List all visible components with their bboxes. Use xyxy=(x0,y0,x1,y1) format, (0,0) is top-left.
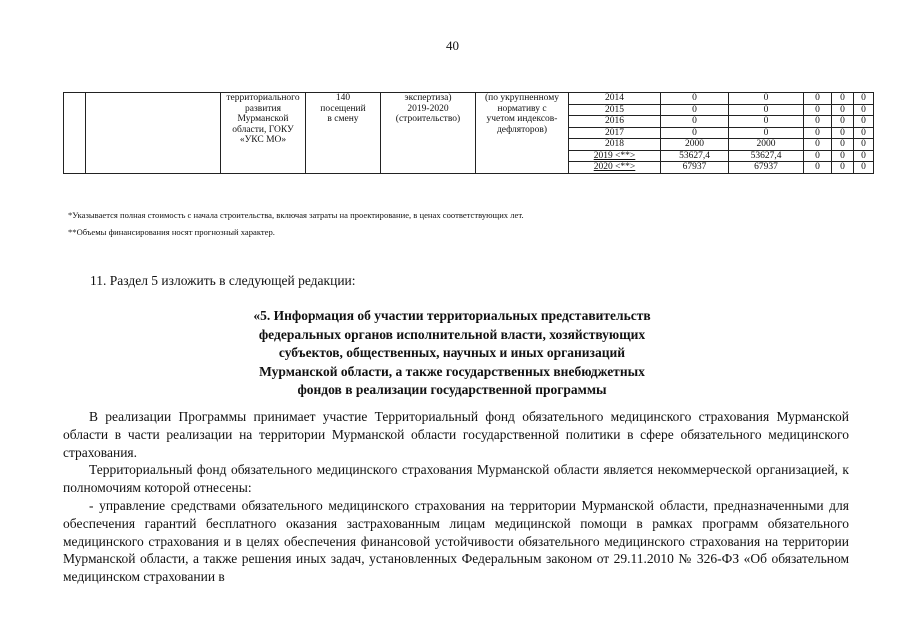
heading-line: субъектов, общественных, научных и иных организаций xyxy=(278,345,626,360)
cost-line: (по укрупненному xyxy=(485,93,559,103)
total-cell: 0 xyxy=(661,116,729,128)
value-cell: 0 xyxy=(804,116,832,128)
value-cell: 0 xyxy=(804,150,832,162)
table-row xyxy=(64,93,874,105)
financing-table xyxy=(63,92,874,174)
heading-line: федеральных органов исполнительной власти, хозяйствующих xyxy=(258,326,646,342)
section-heading xyxy=(150,307,754,400)
value-cell: 0 xyxy=(804,139,832,151)
value-cell: 0 xyxy=(832,93,854,105)
value-cell: 0 xyxy=(804,104,832,116)
value-cell: 0 xyxy=(854,93,874,105)
value-cell: 0 xyxy=(854,139,874,151)
table-cell-empty xyxy=(86,93,221,174)
page-number: 40 xyxy=(446,38,459,53)
regional-cell: 0 xyxy=(729,127,804,139)
value-cell: 0 xyxy=(832,162,854,174)
capacity-line: 140 xyxy=(335,93,351,103)
year-cell: 2020 <**> xyxy=(569,162,661,174)
executor-cell xyxy=(221,93,306,174)
year-cell: 2017 xyxy=(569,127,661,139)
total-cell: 53627,4 xyxy=(661,150,729,162)
regional-cell: 0 xyxy=(729,104,804,116)
executor-line: Мурманской xyxy=(237,114,289,124)
value-cell: 0 xyxy=(832,127,854,139)
year-cell: 2015 xyxy=(569,104,661,116)
value-cell: 0 xyxy=(804,162,832,174)
paragraph: В реализации Программы принимает участие Территориальный фонд обязательного медицинского страхования Мурманской области в части реализации на территории Мурманской области государственной политики в сфере обязательного медицинского страхования. xyxy=(63,409,849,460)
executor-line: развития xyxy=(245,103,281,114)
period-cell xyxy=(381,93,476,174)
heading-line: фондов в реализации государственной программы xyxy=(297,382,607,397)
body-text xyxy=(63,408,849,586)
total-cell: 0 xyxy=(661,93,729,105)
cost-line: нормативу с xyxy=(497,103,547,114)
year-cell: 2019 <**> xyxy=(569,150,661,162)
heading-line: Мурманской области, а также государственных внебюджетных xyxy=(259,363,645,379)
cost-line: учетом индексов- xyxy=(486,114,558,124)
cost-cell xyxy=(476,93,569,174)
regional-cell: 53627,4 xyxy=(729,150,804,162)
regional-cell: 67937 xyxy=(729,162,804,174)
value-cell: 0 xyxy=(854,127,874,139)
regional-cell: 0 xyxy=(729,93,804,105)
value-cell: 0 xyxy=(804,93,832,105)
paragraph: Территориальный фонд обязательного медицинского страхования Мурманской области является некоммерческой организацией, к полномочиям которой отнесены: xyxy=(63,462,849,496)
footnote-forecast: **Объемы финансирования носят прогнозный характер. xyxy=(68,227,275,237)
value-cell: 0 xyxy=(832,104,854,116)
value-cell: 0 xyxy=(854,150,874,162)
paragraph: - управление средствами обязательного медицинского страхования на территории Мурманской области, предназначенными для обеспечения гарантий бесплатного оказания застрахованным лицам медицинской помощи в рамках программ обязательного медицинского страхования и в целях обеспечения финансовой устойчивости обязательного медицинского страхования на территории Мурманской области, а также решения иных задач, установленных Федеральным законом от 29.11.2010 № 326-ФЗ «Об обязательном медицинском страховании в xyxy=(63,497,849,585)
value-cell: 0 xyxy=(832,150,854,162)
value-cell: 0 xyxy=(832,116,854,128)
capacity-line: посещений xyxy=(320,103,366,114)
total-cell: 67937 xyxy=(661,162,729,174)
cost-line: дефляторов) xyxy=(496,124,548,135)
instruction-text: 11. Раздел 5 изложить в следующей редакции: xyxy=(90,273,356,288)
capacity-line: в смену xyxy=(327,114,359,124)
value-cell: 0 xyxy=(854,162,874,174)
executor-line: территориального xyxy=(226,93,300,103)
value-cell: 0 xyxy=(854,104,874,116)
year-cell: 2016 xyxy=(569,116,661,128)
value-cell: 0 xyxy=(804,127,832,139)
executor-line: «УКС МО» xyxy=(239,135,287,145)
regional-cell: 0 xyxy=(729,116,804,128)
heading-line: «5. Информация об участии территориальных представительств xyxy=(253,308,651,323)
total-cell: 0 xyxy=(661,104,729,116)
total-cell: 0 xyxy=(661,127,729,139)
year-cell: 2014 xyxy=(569,93,661,105)
executor-line: области, ГОКУ xyxy=(232,124,294,135)
period-line: 2019-2020 xyxy=(407,103,449,114)
year-cell: 2018 xyxy=(569,139,661,151)
regional-cell: 2000 xyxy=(729,139,804,151)
value-cell: 0 xyxy=(832,139,854,151)
period-line: (строительство) xyxy=(395,114,461,124)
period-line: экспертиза) xyxy=(404,93,452,103)
table-cell-empty xyxy=(64,93,86,174)
value-cell: 0 xyxy=(854,116,874,128)
total-cell: 2000 xyxy=(661,139,729,151)
capacity-cell xyxy=(306,93,381,174)
footnote-cost: *Указывается полная стоимость с начала строительства, включая затраты на проектирование, в ценах соответствующих лет. xyxy=(68,210,524,220)
